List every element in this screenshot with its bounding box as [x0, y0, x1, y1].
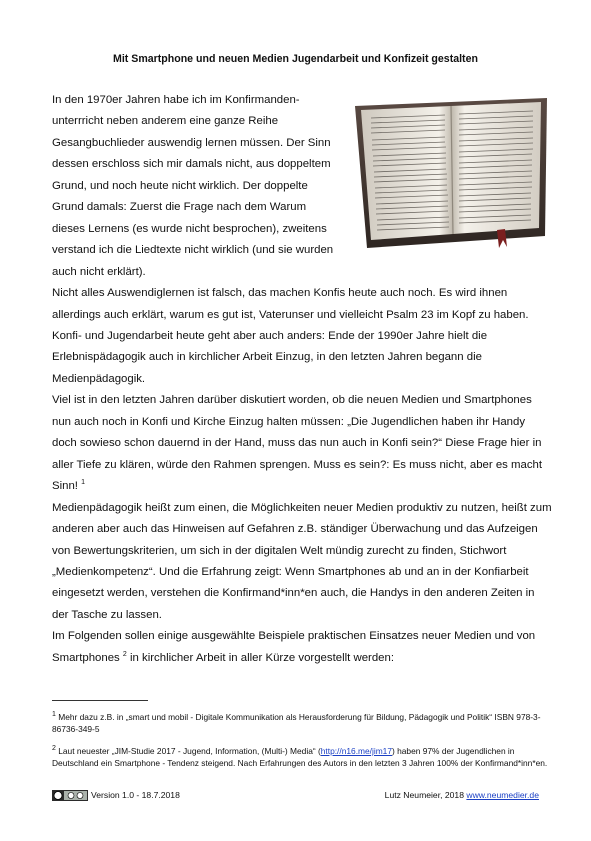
paragraph-6-text-b: in kirchlicher Arbeit in aller Kürze vorgestellt werden: [126, 651, 394, 664]
version-text: Version 1.0 - 18.7.2018 [91, 790, 180, 800]
website-link[interactable]: www.neumedier.de [466, 790, 539, 800]
footnote-divider [52, 700, 148, 701]
page-title: Mit Smartphone und neuen Medien Jugendarbeit und Konfizeit gestalten [113, 53, 478, 65]
jim-study-link[interactable]: http://n16.me/jim17 [320, 746, 392, 756]
footnote-2-text-b: ) haben 97% der Jugendlichen in Deutschland ein Smartphone - Tendenz steigend. Nach Erfahrungen des Autors in den letzten 3 Jahren 100% der Konfirmand*inn*en. [52, 746, 548, 768]
footnote-2 [52, 746, 550, 770]
footer-author [385, 790, 539, 800]
footnote-2-mark: 2 [52, 745, 56, 753]
body-text [52, 90, 552, 669]
footnote-2-text-a: Laut neuester „JIM-Studie 2017 - Jugend, Information, (Multi-) Media“ ( [55, 746, 321, 756]
paragraph-6 [52, 626, 552, 669]
paragraph-6-text-a: Im Folgenden sollen einige ausgewählte Beispiele praktischen Einsatzes neuer Medien und von Smartphones [52, 630, 536, 664]
footnote-1-mark: 1 [52, 711, 56, 719]
footer-version [52, 788, 180, 802]
footnote-1 [52, 712, 550, 736]
cc-by-sa-badge-icon [52, 790, 88, 801]
footnote-ref-1[interactable]: 1 [81, 479, 86, 487]
author-text: Lutz Neumeier, 2018 [384, 790, 467, 800]
paragraph-1: In den 1970er Jahren habe ich im Konfirmanden-unterrricht neben anderem eine ganze Reihe Gesangbuchlieder auswendig lernen müssen. Der Sinn dessen erschloss sich mir damals nicht, aus doppeltem Grund, und noch heute nicht wirklich. Der doppelte Grund damals: Zuerst die Frage nach dem Warum dieses Lernens (es wurde nicht besprochen), zweitens verstand ich die Liedtexte nicht wirklich (und sie wurden auch nicht erklärt). [52, 94, 334, 278]
paragraph-3: Konfi- und Jugendarbeit heute geht aber auch anders: Ende der 1990er Jahre hielt die Erlebnispädagogik auch in kirchlicher Arbeit Einzug, in den letzten Jahren begann die Medienpädagogik. [52, 329, 488, 385]
paragraph-2: Nicht alles Auswendiglernen ist falsch, das machen Konfis heute auch noch. Es wird ihnen allerdings auch erklärt, warum es gut ist, Vaterunser und vielleicht Psalm 23 im Kopf zu haben. [52, 287, 529, 321]
paragraph-5: Medienpädagogik heißt zum einen, die Möglichkeiten neuer Medien produktiv zu nutzen, heißt zum anderen aber auch das Hinweisen auf Gefahren z.B. ständiger Überwachung und das Aufzeigen von Bewertungskriterien, um sich in der digitalen Welt mündig zurecht zu finden, Stichwort „Medienkompetenz“. Und die Erfahrung zeigt: Wenn Smartphones ab und an in der Konfiarbeit eingesetzt werden, verstehen die Konfirmand*inn*en auch, die Handys in den anderen Zeiten in der Tasche zu lassen. [52, 501, 552, 621]
paragraph-4 [52, 390, 552, 497]
paragraph-4-text: Viel ist in den letzten Jahren darüber diskutiert worden, ob die neuen Medien und Smartphones nun auch noch in Konfi und Kirche Einzug halten müssen: „Die Jugendlichen haben ihr Handy doch sowieso schon dauernd in der Hand, muss das nun auch in Konfi sein?“ Diese Frage hier in aller Tiefe zu klären, würde den Rahmen sprengen. Muss es sein?: Es muss nicht, aber es macht Sinn! [52, 394, 543, 493]
footnote-ref-2[interactable]: 2 [122, 650, 127, 658]
open-bible-image [347, 90, 552, 250]
footnote-1-text: Mehr dazu z.B. in „smart und mobil - Digitale Kommunikation als Herausforderung für Bildung, Pädagogik und Politik“ ISBN 978-3-86736-349-5 [52, 712, 541, 734]
